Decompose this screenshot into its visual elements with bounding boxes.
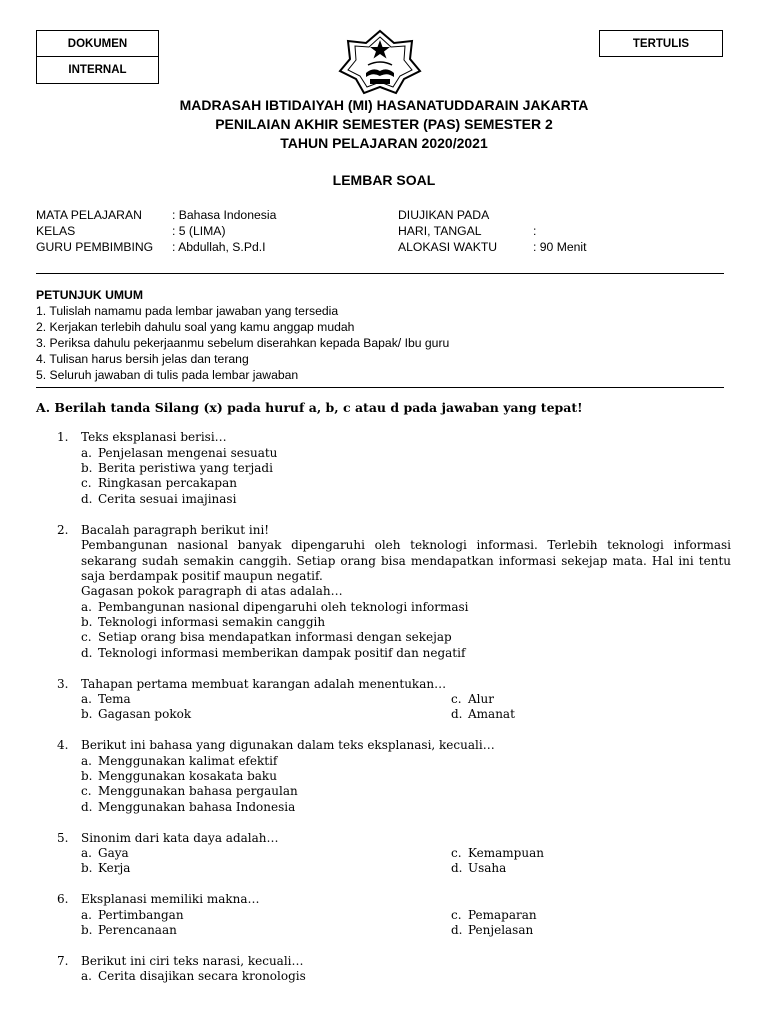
option-letter: c. bbox=[81, 476, 92, 490]
question-number: 1. bbox=[57, 430, 69, 444]
option-letter: b. bbox=[81, 769, 93, 783]
internal-label-box bbox=[36, 57, 159, 84]
option-text: Pemaparan bbox=[468, 908, 537, 922]
section-a-instruction: A. Berilah tanda Silang (x) pada huruf a, b, c atau d pada jawaban yang tepat! bbox=[36, 400, 583, 415]
question-number: 4. bbox=[57, 738, 69, 752]
school-name: MADRASAH IBTIDAIYAH (MI) HASANATUDDARAIN JAKARTA bbox=[179, 97, 589, 113]
option-letter: a. bbox=[81, 969, 92, 983]
date-label: HARI, TANGAL bbox=[398, 224, 482, 238]
option-letter: c. bbox=[81, 630, 92, 644]
teacher-label: GURU PEMBIMBING bbox=[36, 240, 154, 254]
option-letter: d. bbox=[81, 646, 93, 660]
ministry-emblem-icon bbox=[338, 29, 422, 95]
date-value: : bbox=[533, 224, 537, 238]
option-text: Teknologi informasi memberikan dampak positif dan negatif bbox=[98, 646, 466, 660]
question-text: Berikut ini bahasa yang digunakan dalam teks eksplanasi, kecuali… bbox=[81, 738, 495, 752]
option-letter: b. bbox=[81, 461, 93, 475]
document-label-box bbox=[36, 30, 159, 57]
option-letter: d. bbox=[451, 923, 463, 937]
option-text: Pembangunan nasional dipengaruhi oleh teknologi informasi bbox=[98, 600, 469, 614]
option-text: Setiap orang bisa mendapatkan informasi dengan sekejap bbox=[98, 630, 452, 644]
option-text: Menggunakan bahasa Indonesia bbox=[98, 800, 296, 814]
option-text: Cerita sesuai imajinasi bbox=[98, 492, 237, 506]
tested-on-label: DIUJIKAN PADA bbox=[398, 208, 490, 222]
option-letter: d. bbox=[81, 800, 93, 814]
time-label: ALOKASI WAKTU bbox=[398, 240, 498, 254]
option-letter: a. bbox=[81, 754, 92, 768]
option-text: Menggunakan kosakata baku bbox=[98, 769, 277, 783]
written-label: TERTULIS bbox=[632, 37, 690, 50]
option-letter: c. bbox=[451, 908, 462, 922]
divider bbox=[36, 387, 724, 388]
option-letter: d. bbox=[451, 861, 463, 875]
instructions-heading: PETUNJUK UMUM bbox=[36, 288, 143, 302]
option-letter: b. bbox=[81, 923, 93, 937]
option-text: Menggunakan bahasa pergaulan bbox=[98, 784, 298, 798]
class-value: : 5 (LIMA) bbox=[172, 224, 226, 238]
option-text: Ringkasan percakapan bbox=[98, 476, 237, 490]
option-letter: d. bbox=[81, 492, 93, 506]
instruction-item: 1. Tulislah namamu pada lembar jawaban yang tersedia bbox=[36, 304, 339, 318]
option-letter: d. bbox=[451, 707, 463, 721]
option-text: Teknologi informasi semakin canggih bbox=[98, 615, 326, 629]
divider bbox=[36, 273, 724, 274]
question-text: Tahapan pertama membuat karangan adalah menentukan… bbox=[81, 677, 447, 691]
option-text: Penjelasan mengenai sesuatu bbox=[98, 446, 278, 460]
question-number: 6. bbox=[57, 892, 69, 906]
option-letter: a. bbox=[81, 600, 92, 614]
option-letter: a. bbox=[81, 908, 92, 922]
option-text: Perencanaan bbox=[98, 923, 177, 937]
option-letter: a. bbox=[81, 846, 92, 860]
document-label: DOKUMEN bbox=[67, 37, 128, 50]
option-text: Penjelasan bbox=[468, 923, 534, 937]
internal-label: INTERNAL bbox=[68, 64, 127, 76]
subject-label: MATA PELAJARAN bbox=[36, 208, 142, 222]
question-number: 3. bbox=[57, 677, 69, 691]
reading-paragraph: Pembangunan nasional banyak dipengaruhi oleh teknologi informasi. Terlebih teknologi informasi sekarang sudah semakin canggih. Setiap orang bisa mendapatkan informasi sekejap mata. Hal ini tentu saja berdampak positif maupun negatif. bbox=[81, 538, 731, 583]
time-value: : 90 Menit bbox=[533, 240, 587, 254]
sheet-title: LEMBAR SOAL bbox=[332, 172, 436, 188]
option-text: Cerita disajikan secara kronologis bbox=[98, 969, 306, 983]
question-number: 7. bbox=[57, 954, 69, 968]
option-letter: a. bbox=[81, 446, 92, 460]
option-letter: b. bbox=[81, 707, 93, 721]
option-letter: b. bbox=[81, 615, 93, 629]
subject-value: : Bahasa Indonesia bbox=[172, 208, 277, 222]
question-number: 2. bbox=[57, 523, 69, 537]
option-letter: b. bbox=[81, 861, 93, 875]
option-letter: c. bbox=[81, 784, 92, 798]
instruction-item: 2. Kerjakan terlebih dahulu soal yang kamu anggap mudah bbox=[36, 320, 355, 334]
instruction-item: 4. Tulisan harus bersih jelas dan terang bbox=[36, 352, 249, 366]
question-prompt: Gagasan pokok paragraph di atas adalah… bbox=[81, 584, 343, 598]
option-text: Gaya bbox=[98, 846, 129, 860]
option-text: Tema bbox=[98, 692, 131, 706]
question-text: Berikut ini ciri teks narasi, kecuali… bbox=[81, 954, 304, 968]
question-text: Sinonim dari kata daya adalah… bbox=[81, 831, 279, 845]
option-letter: c. bbox=[451, 692, 462, 706]
question-number: 5. bbox=[57, 831, 69, 845]
option-letter: a. bbox=[81, 692, 92, 706]
question-text: Eksplanasi memiliki makna… bbox=[81, 892, 260, 906]
instruction-item: 5. Seluruh jawaban di tulis pada lembar jawaban bbox=[36, 368, 299, 382]
option-text: Alur bbox=[468, 692, 494, 706]
teacher-value: : Abdullah, S.Pd.I bbox=[172, 240, 266, 254]
class-label: KELAS bbox=[36, 224, 76, 238]
option-text: Gagasan pokok bbox=[98, 707, 192, 721]
question-text: Bacalah paragraph berikut ini! bbox=[81, 523, 270, 537]
option-text: Berita peristiwa yang terjadi bbox=[98, 461, 273, 475]
instruction-item: 3. Periksa dahulu pekerjaanmu sebelum diserahkan kepada Bapak/ Ibu guru bbox=[36, 336, 450, 350]
option-text: Pertimbangan bbox=[98, 908, 184, 922]
option-text: Amanat bbox=[468, 707, 515, 721]
option-letter: c. bbox=[451, 846, 462, 860]
academic-year: TAHUN PELAJARAN 2020/2021 bbox=[280, 135, 488, 151]
option-text: Usaha bbox=[468, 861, 507, 875]
written-label-box bbox=[599, 30, 723, 57]
option-text: Kerja bbox=[98, 861, 131, 875]
option-text: Menggunakan kalimat efektif bbox=[98, 754, 278, 768]
question-text: Teks eksplanasi berisi… bbox=[81, 430, 227, 444]
exam-name: PENILAIAN AKHIR SEMESTER (PAS) SEMESTER 2 bbox=[215, 116, 553, 132]
option-text: Kemampuan bbox=[468, 846, 544, 860]
